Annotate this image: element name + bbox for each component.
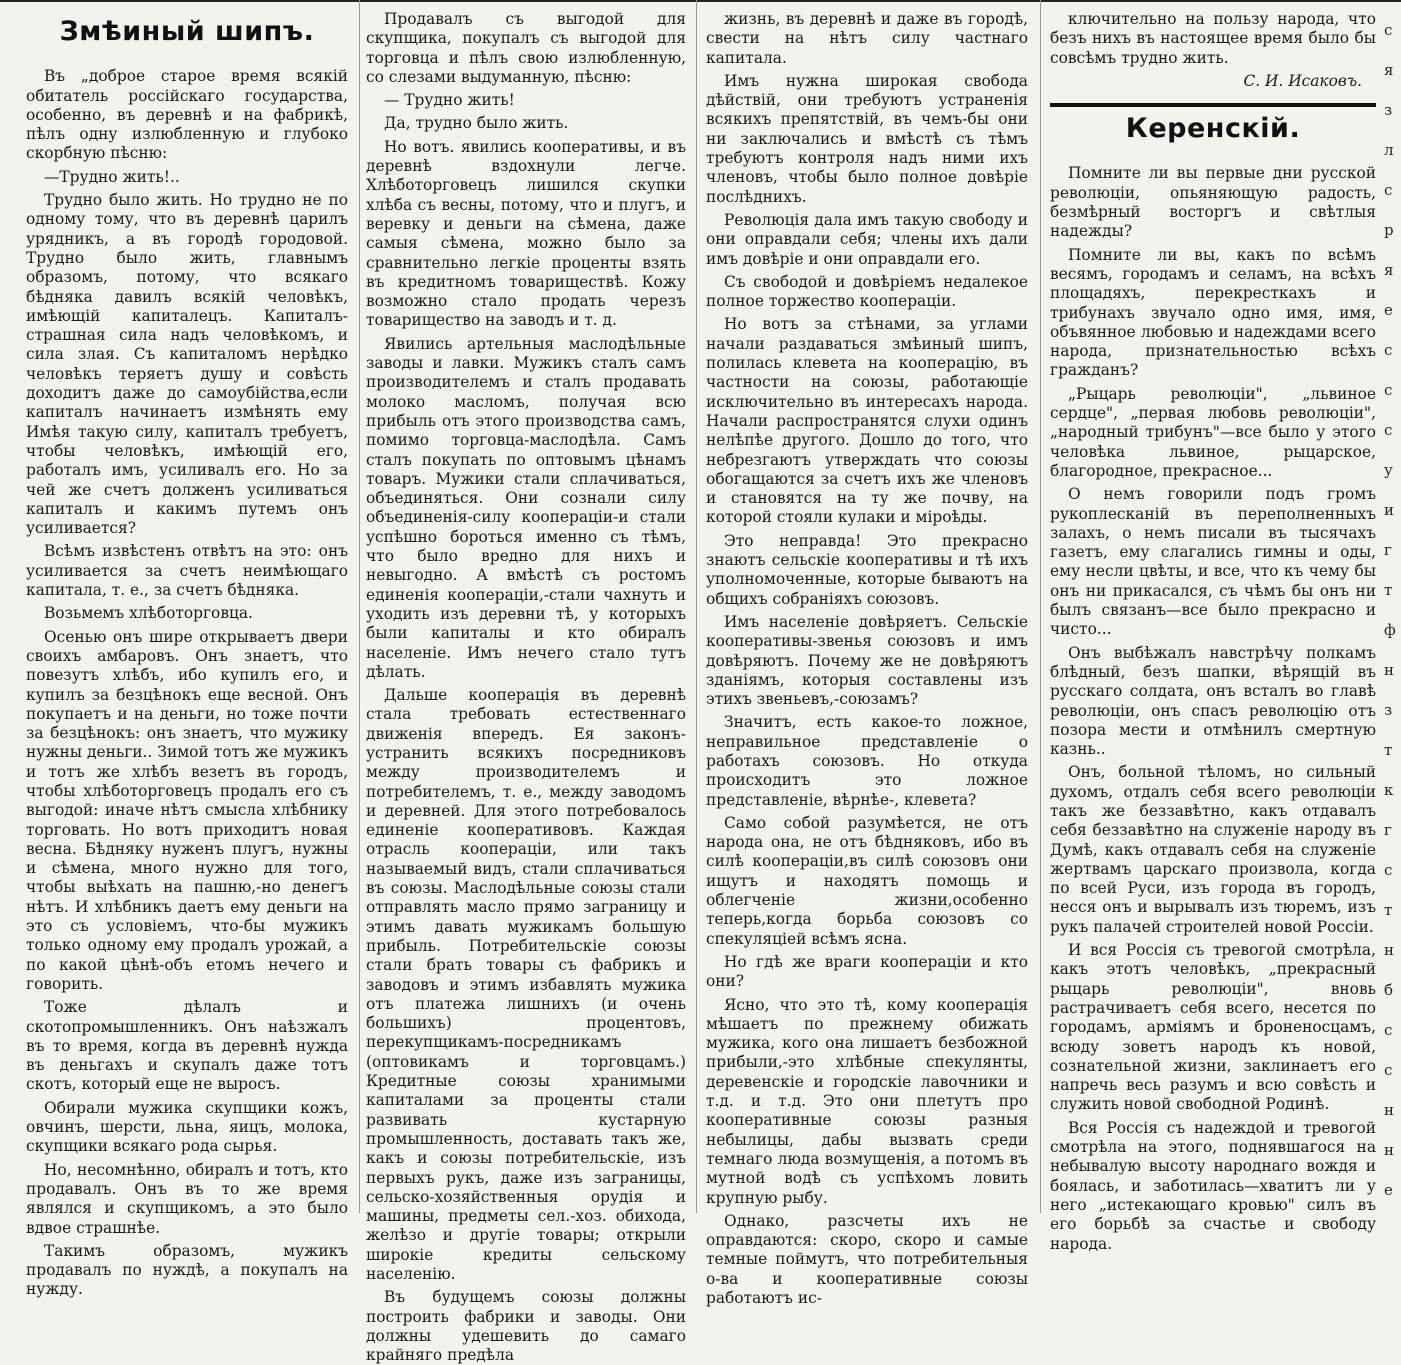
column-4-body [1050, 164, 1376, 1253]
top-rule [0, 0, 1401, 6]
paragraph: Имъ населеніе довѣряетъ. Сельскіе кооперативы-звенья союзовъ и имъ довѣряютъ. Почему же не довѣряютъ зданіямъ, которыя составлены изъ этихъ звеньевъ,-союзамъ? [706, 612, 1028, 709]
paragraph: Продавалъ съ выгодой для скупщика, покупалъ съ выгодой для торговца и пѣлъ свою излюбленную, со слезами выдуманную, пѣсню: [366, 10, 686, 86]
paragraph: И вся Россія съ тревогой смотрѣла, какъ этотъ человѣкъ, „прекрасный рыцарь революціи", вновь растрачиваетъ себя всего, несется по городамъ, арміямъ и броненосцамъ, всюду зоветъ народъ къ новой, сознательной жизни, заклинаетъ его напречь весь разумъ и всю совѣсть и служить новой свободной Родинѣ. [1050, 941, 1376, 1114]
cropped-letter: к [1384, 781, 1394, 799]
paragraph: Онъ, больной тѣломъ, но сильный духомъ, отдалъ себя всего революціи такъ же беззавѣтно, какъ отдавалъ себя беззавѣтно на служеніе народу въ Думѣ, какъ отдавалъ себя на служеніе жертвамъ царскаго произвола, когда по всей Руси, изъ города въ городъ, несся онъ и вырывалъ изъ тюремъ, изъ рукъ палачей строителей новой Россіи. [1050, 763, 1376, 936]
paragraph: Помните ли вы, какъ по всѣмъ весямъ, городамъ и селамъ, на всѣхъ площадяхъ, перекресткахъ и трибунахъ звучало одно имя, имя, объвянное любовью и надеждами всего народа, признательностью всѣхъ гражданъ? [1050, 245, 1376, 380]
cropped-letter: с [1384, 421, 1393, 439]
paragraph: Но вотъ. явились кооперативы, и въ деревнѣ вздохнули легче. Хлѣботорговецъ лишился скупки хлѣба съ весны, потому, что и плугъ, и веревку и деньги на сѣмена, даже самыя сѣмена, можно было за сравнительно легкіе проценты взять въ кредитномъ товариществѣ. Кожу возможно стало продать черезъ товарищество на заводъ и т. д. [366, 137, 686, 330]
paragraph: Обирали мужика скупщики кожъ, овчинъ, шерсти, льна, яицъ, молока, скупщики всякаго рода сырья. [26, 1098, 348, 1156]
paragraph: Но вотъ за стѣнами, за углами начали раздаваться змѣиный шипъ, полилась клевета на кооперацію, въ частности на союзы, работающіе исключительно въ интересахъ народа. Начали распространятся слухи одинъ нелѣпѣе другого. Дошло до того, что небрезгаютъ утверждать что союзы обогащаются за счетъ ихъ же членовъ и становятся на ту же почву, на которой стояли кулаки и міроѣды. [706, 315, 1028, 527]
paragraph: Революція дала имъ такую свободу и они оправдали себя; члены ихъ дали имъ довѣріе и они оправдали его. [706, 210, 1028, 268]
cropped-letter: с [1384, 1061, 1393, 1079]
cropped-letter: н [1384, 661, 1394, 679]
paragraph: Да, трудно было жить. [384, 114, 569, 133]
cropped-letter: я [1384, 61, 1394, 79]
section-rule [1050, 103, 1376, 107]
cropped-letter: с [1384, 21, 1393, 39]
paragraph: — Трудно жить! [384, 91, 515, 110]
cropped-letter: н [1384, 941, 1394, 959]
paragraph: Явились артельныя маслодѣльные заводы и лавки. Мужикъ сталъ самъ производителемъ и сталъ продавать молоко масломъ, получая всю прибыль отъ этого производства самъ, помимо торговца-маслодѣла. Самъ сталъ покупать по оптовымъ цѣнамъ товаръ. Мужики стали сплачиваться, объединяться. Они сознали силу объединенія-силу коопераціи-и стали успѣшно бороться именно съ тѣмъ, что было вредно для нихъ и невыгодно. А вмѣстѣ съ ростомъ единенія коопераціи,-стали чахнуть и уходить изъ деревни тѣ, у которыхъ были капиталы и кто обиралъ населеніе. Имъ нечего стало тутъ дѣлать. [366, 334, 686, 681]
column-4 [1050, 10, 1376, 1253]
cropped-letter: з [1384, 101, 1393, 119]
paragraph: Ясно, что это тѣ, кому кооперація мѣшаетъ по прежнему обижать мужика, кого она лишаетъ безбожной прибыли,-это хлѣбные спекулянты, деревенскіе и городскіе лавочники и т.д. и т.д. Это они плетутъ про кооперативные союзы разныя небылицы, дабы вызвать среди темнаго люда возмущенія, а потомъ въ мутной водѣ съ успѣхомъ ловить крупную рыбу. [706, 995, 1028, 1207]
article-title-kerensky: Керенскій. [1125, 113, 1301, 145]
paragraph: Въ „доброе старое время всякій обитатель россійскаго государства, особенно, въ деревнѣ и на фабрикѣ, пѣлъ одну излюбленную и глубоко скорбную пѣсню: [26, 67, 348, 163]
cropped-letter: л [1384, 141, 1394, 159]
paragraph: Это неправда! Это прекрасно знаютъ сельскіе кооперативы и тѣ ихъ уполномоченные, которые бываютъ на общихъ собраніяхъ союзовъ. [706, 531, 1028, 608]
paragraph: Дальше кооперація въ деревнѣ стала требовать естественнаго движенія впередъ. Ея законъ-устранить всякихъ посредниковъ между производителемъ и потребителемъ, т. е., между заводомъ и деревней. Для этого потребовалось единеніе кооперативовъ. Каждая отрасль коопераціи, или такъ называемый видъ, стали сплачиваться въ союзы. Маслодѣльные союзы стали отправлять масло прямо заграницу и этимъ давать мужикамъ большую прибыль. Потребительскіе союзы стали брать товары съ фабрикъ и заводовъ и этимъ избавлять мужика отъ платежа лишнихъ (и очень большихъ) процентовъ, перекупщикамъ-посредникамъ (оптовикамъ и торговцамъ.) Кредитные союзы хранимыми капиталами за проценты стали развивать кустарную промышленность, доставать такъ же, какъ и союзы потребительскіе, изъ первыхъ рукъ, даже изъ заграницы, сельско-хозяйственныя орудія и машины, предметы сел.-хоз. обихода, желѣзо и другіе товары; открыли широкіе кредиты сельскому населенію. [366, 686, 686, 1283]
paragraph: „Рыцарь революціи", „львиное сердце", „первая любовь революціи", „народный трибунъ"—все было у этого человѣка львиное, рыцарское, благородное, прекрасное... [1050, 384, 1376, 480]
paragraph: Осенью онъ шире открываетъ двери своихъ амбаровъ. Онъ знаетъ, что повезутъ хлѣбъ, ибо купилъ его, и купилъ за безцѣнокъ еще весной. Онъ покупаетъ и на деньги, но тоже почти за безцѣнокъ: онъ знаетъ, что мужику нужны деньги.. Зимой тотъ же мужикъ и тотъ же хлѣбъ везетъ въ городъ, чтобы хлѣботорговецъ продалъ его съ выгодой: иначе нѣтъ смысла хлѣбнику торговать. Но вотъ приходитъ новая весна. Бѣдняку нуженъ плугъ, нужны и сѣмена, много нужно для того, чтобы выѣхать на пашню,-но денегъ нѣтъ. И хлѣбникъ даетъ ему деньги на это съ условіемъ, что-бы мужикъ только одному ему продалъ урожай, а по какой цѣнѣ-объ етомъ нечего и говорить. [26, 627, 348, 993]
cropped-letter: г [1384, 821, 1392, 839]
cropped-next-column [1384, 10, 1401, 1210]
cropped-letter: н [1384, 1101, 1394, 1119]
cropped-letter: е [1384, 301, 1393, 319]
cropped-letter: з [1384, 701, 1393, 719]
cropped-letter: е [1384, 1181, 1393, 1199]
column-divider [359, 0, 360, 1213]
cropped-letter: и [1384, 501, 1394, 519]
column-divider [1040, 0, 1041, 1213]
author-signature: С. И. Исаковъ. [1243, 71, 1362, 90]
cropped-letter: с [1384, 861, 1393, 879]
paragraph: ключительно на пользу народа, что безъ нихъ въ настоящее время было бы совсѣмъ трудно жить. [1050, 10, 1376, 67]
paragraph: О немъ говорили подъ громъ рукоплесканій въ переполненныхъ залахъ, о немъ писали въ тысячахъ газетъ, ему слагались гимны и оды, ему несли цвѣты, и все, что къ чему бы онъ ни прикасался, съ чѣмъ бы онъ ни былъ связанъ—все было прекрасно и чисто... [1050, 485, 1376, 639]
cropped-letter: у [1384, 461, 1393, 479]
paragraph: жизнь, въ деревнѣ и даже въ городѣ, свести на нѣтъ силу частнаго капитала. [706, 10, 1028, 67]
paragraph: Такимъ образомъ, мужикъ продавалъ по нуждѣ, а покупалъ на нужду. [26, 1241, 348, 1299]
cropped-letter: с [1384, 1021, 1393, 1039]
cropped-letter: р [1384, 221, 1394, 239]
column-2 [366, 10, 686, 1365]
column-1-body [26, 67, 348, 1299]
paragraph: Но, несомнѣнно, обиралъ и тотъ, кто продавалъ. Онъ въ то же время являлся и скупщикомъ, а это было вдвое страшнѣе. [26, 1160, 348, 1237]
paragraph: Помните ли вы первые дни русской революціи, опьяняющую радость, безмѣрный восторгъ и свѣтлыя надежды? [1050, 164, 1376, 241]
column-1 [26, 10, 348, 1299]
cropped-letter: я [1384, 261, 1394, 279]
paragraph: Онъ выбѣжалъ навстрѣчу полкамъ блѣдный, безъ шапки, вѣрящій въ русскаго солдата, онъ всталъ во главѣ революціи, онъ спасъ революцію отъ позора мести и отмѣнилъ смертную казнь.. [1050, 643, 1376, 759]
cropped-letter: т [1384, 581, 1393, 599]
paragraph: Всѣмъ извѣстенъ отвѣтъ на это: онъ усиливается за счетъ неимѣющаго капитала, т. е., за счетъ бѣдняка. [26, 542, 348, 600]
paragraph: Трудно было жить. Но трудно не по одному тому, что въ деревнѣ царилъ урядникъ, а въ городѣ городовой. Трудно было жить, главнымъ образомъ, потому, что всякаго бѣдняка давилъ всякій человѣкъ, имѣющій капиталецъ. Капиталъ-страшная сила надъ человѣкомъ, и сила злая. Съ капиталомъ нерѣдко человѣкъ теряетъ душу и совѣсть доходитъ даже до самоубійства,если капиталъ начинаетъ измѣнять ему Имѣя такую силу, капиталъ требуетъ, чтобы человѣкъ, имѣющій его, работалъ имъ, усиливалъ его. Но за чей же счетъ долженъ усиливаться капиталъ и какимъ путемъ онъ усиливается? [26, 191, 348, 538]
cropped-letter: т [1384, 901, 1393, 919]
paragraph: Само собой разумѣется, не отъ народа она, не отъ бѣдняковъ, ибо въ силѣ коопераціи,въ силѣ союзовъ они ищутъ и находятъ помощь и облегченіе жизни,особенно теперь,когда борьба союзовъ со спекуляціей всѣмъ ясна. [706, 813, 1028, 948]
cropped-letter: с [1384, 341, 1393, 359]
paragraph: —Трудно жить!.. [44, 167, 180, 186]
cropped-letter: н [1384, 1141, 1394, 1159]
column-divider [696, 0, 697, 1213]
cropped-letter: с [1384, 381, 1393, 399]
column-3 [706, 10, 1028, 1307]
paragraph: Имъ нужна широкая свобода дѣйствій, они требуютъ устраненія всякихъ препятствій, въ чемъ-бы они ни заключались и вмѣстѣ съ тѣмъ требуютъ контроля надъ ними ихъ членовъ, чтобы было полное довѣріе послѣднихъ. [706, 71, 1028, 206]
paragraph: Возьмемъ хлѣботорговца. [44, 604, 253, 623]
cropped-letter: ф [1384, 621, 1396, 639]
cropped-letter: б [1384, 981, 1394, 999]
paragraph: Значитъ, есть какое-то ложное, неправильное представленіе о работахъ союзовъ. Но откуда происходитъ это ложное представленіе, вѣрнѣе-, клевета? [706, 713, 1028, 809]
column-4-body-top [1050, 10, 1376, 68]
paragraph: Вся Россія съ надеждой и тревогой смотрѣла на этого, поднявшагося на небывалую высоту народнаго вождя и боялась, и заботилась—хватитъ ли у него „истекающаго кровью" силъ въ его борьбѣ за счастье и свободу народа. [1050, 1118, 1376, 1253]
cropped-letter: г [1384, 541, 1392, 559]
paragraph: Тоже дѣлалъ и скотопромышленникъ. Онъ наѣзжалъ въ то время, когда въ деревнѣ нужда въ деньгахъ и скупалъ даже тотъ скотъ, который еще не выросъ. [26, 998, 348, 1094]
column-3-body [706, 10, 1028, 1308]
paragraph: Однако, разсчеты ихъ не оправдаются: скоро, скоро и самые темные поймутъ, что потребительныя о-ва и кооперативные союзы работаютъ ис- [706, 1211, 1028, 1307]
paragraph: Въ будущемъ союзы должны построить фабрики и заводы. Они должны удешевить до самаго крайняго предѣла [366, 1288, 686, 1365]
paragraph: Съ свободой и довѣріемъ недалекое полное торжество коопераціи. [706, 272, 1028, 311]
cropped-letter: с [1384, 181, 1393, 199]
article-title-zmeiny-ship: Змѣиный шипъ. [59, 16, 315, 47]
paragraph: Но гдѣ же враги коопераціи и кто они? [706, 952, 1028, 991]
cropped-letter: т [1384, 741, 1393, 759]
column-2-body [366, 10, 686, 1365]
